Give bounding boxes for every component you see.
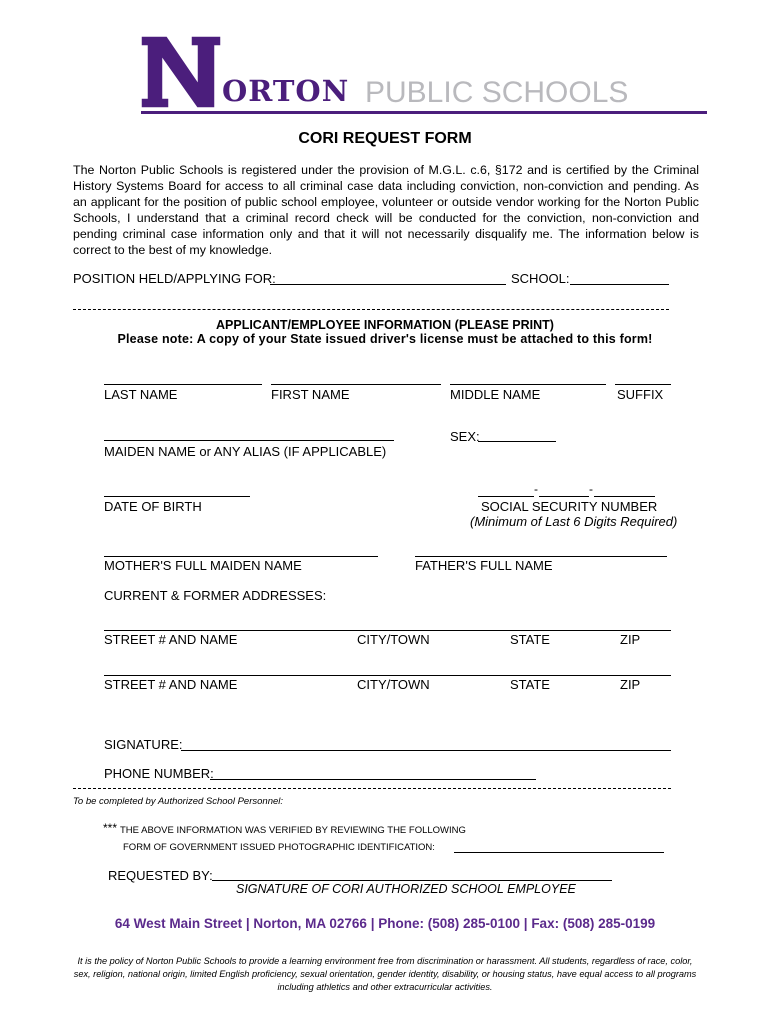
ssn-hyphen-2: - <box>589 482 593 496</box>
logo-suffix: PUBLIC SCHOOLS <box>365 76 629 109</box>
ssn-note: (Minimum of Last 6 Digits Required) <box>470 514 678 529</box>
address-2-state-label: STATE <box>510 677 550 692</box>
dob-field[interactable] <box>104 496 250 497</box>
middle-name-label: MIDDLE NAME <box>450 387 541 402</box>
father-name-field[interactable] <box>415 556 667 557</box>
address-1-zip-label: ZIP <box>620 632 641 647</box>
header-rule <box>141 111 707 114</box>
ssn-field-part2[interactable] <box>539 496 589 497</box>
mother-name-field[interactable] <box>104 556 378 557</box>
dob-label: DATE OF BIRTH <box>104 499 202 514</box>
address-2-field[interactable] <box>104 675 671 676</box>
section-heading: APPLICANT/EMPLOYEE INFORMATION (PLEASE PRINT) <box>216 318 554 332</box>
requested-by-field[interactable] <box>212 880 612 881</box>
address-1-street-label: STREET # AND NAME <box>104 632 238 647</box>
address-2-street-label: STREET # AND NAME <box>104 677 238 692</box>
position-label: POSITION HELD/APPLYING FOR: <box>73 271 276 286</box>
phone-label: PHONE NUMBER: <box>104 766 214 781</box>
sex-label: SEX: <box>450 429 480 444</box>
ssn-hyphen-1: - <box>534 482 538 496</box>
ssn-field-part3[interactable] <box>594 496 655 497</box>
maiden-name-field[interactable] <box>104 440 394 441</box>
verified-stars: *** <box>103 821 118 835</box>
school-label: SCHOOL: <box>511 271 570 286</box>
first-name-field[interactable] <box>271 384 441 385</box>
address-1-city-label: CITY/TOWN <box>357 632 430 647</box>
address-1-state-label: STATE <box>510 632 550 647</box>
sex-field[interactable] <box>478 441 556 442</box>
footer-address: 64 West Main Street | Norton, MA 02766 | Phone: (508) 285-0100 | Fax: (508) 285-0199 <box>114 916 656 931</box>
logo-letter-n <box>141 36 221 108</box>
position-field[interactable] <box>270 284 506 285</box>
address-2-city-label: CITY/TOWN <box>357 677 430 692</box>
signature-caption: SIGNATURE OF CORI AUTHORIZED SCHOOL EMPLOYEE <box>236 882 576 896</box>
section-divider <box>73 309 669 310</box>
first-name-label: FIRST NAME <box>271 387 350 402</box>
form-title: CORI REQUEST FORM <box>298 130 472 147</box>
logo-wordmark: ORTON <box>222 74 350 108</box>
policy-statement: It is the policy of Norton Public Schools to provide a learning environment free from discrimination or harassment. All students, regardless of race, color, sex, religion, national origin, limited English proficiency, sexual orientation, gender identity, disability, or housing status, have equal access to all programs including athletics and other extracurricular activities. <box>73 956 697 992</box>
section-note: Please note: A copy of your State issued driver's license must be attached to this form! <box>117 332 653 346</box>
addresses-label: CURRENT & FORMER ADDRESSES: <box>104 588 327 603</box>
verified-line-1: THE ABOVE INFORMATION WAS VERIFIED BY REVIEWING THE FOLLOWING <box>120 825 466 836</box>
last-name-field[interactable] <box>104 384 262 385</box>
mother-name-label: MOTHER'S FULL MAIDEN NAME <box>104 558 302 573</box>
ssn-label: SOCIAL SECURITY NUMBER <box>481 499 658 514</box>
last-name-label: LAST NAME <box>104 387 178 402</box>
signature-label: SIGNATURE: <box>104 737 183 752</box>
requested-by-label: REQUESTED BY: <box>108 868 213 883</box>
maiden-name-label: MAIDEN NAME or ANY ALIAS (IF APPLICABLE) <box>104 444 387 459</box>
address-1-field[interactable] <box>104 630 671 631</box>
intro-paragraph: The Norton Public Schools is registered under the provision of M.G.L. c.6, §172 and is certified by the Criminal History Systems Board for access to all criminal case data including conviction, non-conviction and pending. As an applicant for the position of public school employee, volunteer or outside vendor working for the Norton Public Schools, I understand that a criminal record check will be conducted for the conviction, non-conviction and pending criminal case information only and that it will not necessarily disqualify me. The information below is correct to the best of my knowledge. <box>73 163 699 257</box>
section-divider-2 <box>73 788 671 789</box>
father-name-label: FATHER'S FULL NAME <box>415 558 553 573</box>
identification-field[interactable] <box>454 852 664 853</box>
verified-line-2: FORM OF GOVERNMENT ISSUED PHOTOGRAPHIC IDENTIFICATION: <box>123 842 435 853</box>
phone-field[interactable] <box>210 779 536 780</box>
authorized-note: To be completed by Authorized School Personnel: <box>73 796 284 807</box>
signature-field[interactable] <box>181 750 671 751</box>
address-2-zip-label: ZIP <box>620 677 641 692</box>
suffix-label: SUFFIX <box>617 387 664 402</box>
school-field[interactable] <box>570 284 669 285</box>
middle-name-field[interactable] <box>450 384 606 385</box>
suffix-field[interactable] <box>615 384 671 385</box>
ssn-field-part1[interactable] <box>478 496 534 497</box>
